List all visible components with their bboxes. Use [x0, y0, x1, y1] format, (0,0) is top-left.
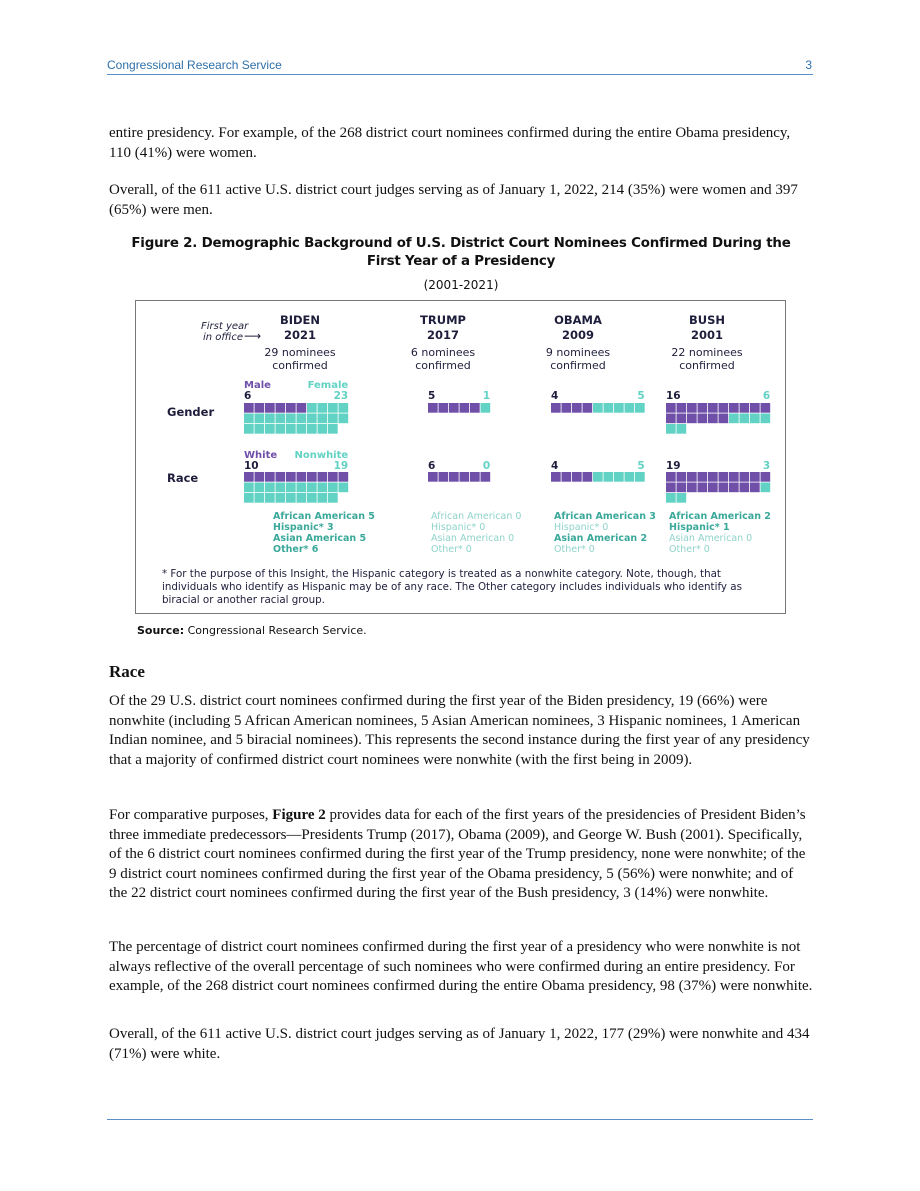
biden-gender-square [297, 414, 307, 424]
biden-race-square [297, 472, 307, 482]
biden-gender-square [318, 414, 328, 424]
paragraph-race-percentage: The percentage of district court nominees confirmed during the first year of a presidency who were nonwhite is not always reflective of the overall percentage of such nominees who were confirmed during an entire presidency. For example, of the 268 district court nominees confirmed during the entire Obama presidency, 98 (37%) were nonwhite. [109, 939, 813, 994]
obama-race-square [583, 472, 593, 482]
first-year-label-2: in office [203, 332, 244, 343]
biden-gender-square [307, 424, 317, 434]
bush-race-square [729, 483, 739, 493]
biden-gender-square [255, 414, 265, 424]
obama-race-square [625, 472, 635, 482]
biden-nonwhite-count: 19 [333, 460, 349, 472]
paragraph-women-obama: entire presidency. For example, of the 268 district court nominees confirmed during the entire Obama presidency, 110 (41%) were women. [109, 125, 791, 161]
bush-gender-square [677, 414, 687, 424]
paragraph-race-comparison [109, 806, 815, 904]
biden-race-square [255, 483, 265, 493]
obama-name: OBAMA [554, 313, 602, 327]
biden-race-square [307, 493, 317, 503]
bush-gender-square [729, 414, 739, 424]
bush-race-square [666, 493, 676, 503]
paragraph-women-overall: Overall, of the 611 active U.S. district court judges serving as of January 1, 2022, 214 (35%) were women and 397 (65%) were men. [109, 182, 798, 218]
biden-race-square [297, 483, 307, 493]
biden-race-square [244, 483, 254, 493]
biden-gender-square [276, 403, 286, 413]
row-label-race: Race [167, 471, 199, 485]
race-p2-start: For comparative purposes, [109, 807, 273, 823]
figure-box [135, 300, 786, 614]
trump-name: TRUMP [420, 313, 466, 327]
obama-gender-square [562, 403, 572, 413]
bush-race-square [666, 472, 676, 482]
bush-race-square [761, 472, 771, 482]
trump-gender-square [470, 403, 480, 413]
biden-race-square [265, 472, 275, 482]
bush-year: 2001 [690, 328, 724, 342]
bush-breakdown-item: Other* 0 [669, 544, 710, 555]
obama-count: 9 nominees [545, 346, 611, 359]
biden-race-square [286, 472, 296, 482]
bush-race-square [719, 472, 729, 482]
biden-race-square [307, 483, 317, 493]
trump-breakdown-item: Asian American 0 [431, 533, 515, 544]
obama-gender-square [551, 403, 561, 413]
biden-gender-square [328, 424, 338, 434]
trump-breakdown-item: Hispanic* 0 [431, 522, 486, 533]
biden-gender-square [265, 403, 275, 413]
trump-gender-square [439, 403, 449, 413]
bush-gender-square [729, 403, 739, 413]
biden-gender-square [255, 424, 265, 434]
biden-gender-square [244, 414, 254, 424]
legend-nonwhite: Nonwhite [294, 450, 349, 461]
trump-gender-square [449, 403, 459, 413]
biden-gender-square [255, 403, 265, 413]
bush-breakdown-item: African American 2 [669, 511, 771, 522]
legend-white: White [244, 450, 278, 461]
obama-race-square [551, 472, 561, 482]
biden-race-square [244, 493, 254, 503]
figure-subtitle: (2001-2021) [423, 278, 499, 292]
bush-gender-square [677, 424, 687, 434]
bush-gender-square [761, 403, 771, 413]
bush-race-square [677, 493, 687, 503]
bush-race-square [698, 483, 708, 493]
source-label: Source: [137, 624, 185, 637]
biden-gender-square [265, 414, 275, 424]
obama-breakdown-item: African American 3 [554, 511, 656, 522]
bush-gender-square [666, 403, 676, 413]
obama-year: 2009 [561, 328, 595, 342]
trump-gender-square [481, 403, 491, 413]
obama-gender-square [625, 403, 635, 413]
footnote-line-2: individuals who identify as Hispanic may be of any race. The Other category includes individuals who identify as [162, 581, 742, 593]
biden-race-square [339, 483, 349, 493]
biden-race-square [328, 483, 338, 493]
biden-white-count: 10 [244, 460, 259, 472]
biden-female-count: 23 [333, 390, 349, 402]
trump-nonwhite-count: 0 [482, 460, 491, 472]
trump-race-square [460, 472, 470, 482]
figure-title-line1: Figure 2. Demographic Background of U.S. District Court Nominees Confirmed During the [131, 236, 791, 251]
obama-breakdown-item: Asian American 2 [554, 533, 648, 544]
biden-gender-square [307, 414, 317, 424]
bush-race-square [740, 472, 750, 482]
biden-breakdown-item: African American 5 [273, 511, 375, 522]
bush-race-square [740, 483, 750, 493]
race-p2-rest: provides data for each of the first years of the presidencies of President Biden’s three immediate predecessors—Presidents Trump (2017), Obama (2009), and George W. Bush (2001). Specifically, of the 6 district court nominees confirmed during the first year of the Trump presidency, none were nonwhite; of the 9 district court nominees confirmed during the first year of the Obama presidency, 5 (56%) were nonwhite; and of the 22 district court nominees confirmed during the first year of the Bush presidency, 3 (14%) were nonwhite. [109, 807, 806, 901]
bush-white-count: 19 [666, 460, 681, 472]
obama-race-square [604, 472, 614, 482]
bush-gender-square [719, 403, 729, 413]
biden-race-square [286, 493, 296, 503]
bush-race-square [677, 483, 687, 493]
bush-gender-square [666, 424, 676, 434]
legend-female: Female [307, 380, 349, 391]
biden-male-count: 6 [244, 390, 252, 402]
bush-gender-square [750, 403, 760, 413]
biden-gender-square [244, 403, 254, 413]
bush-race-square [719, 483, 729, 493]
bush-gender-square [750, 414, 760, 424]
biden-gender-square [276, 424, 286, 434]
biden-count: 29 nominees [264, 346, 336, 359]
biden-race-square [339, 472, 349, 482]
obama-nonwhite-count: 5 [637, 460, 645, 472]
bush-race-square [729, 472, 739, 482]
bush-gender-square [761, 414, 771, 424]
obama-gender-square [593, 403, 603, 413]
obama-white-count: 4 [551, 460, 559, 472]
bush-male-count: 16 [666, 390, 681, 402]
obama-gender-square [635, 403, 645, 413]
obama-race-square [614, 472, 624, 482]
obama-gender-square [572, 403, 582, 413]
biden-gender-square [297, 424, 307, 434]
biden-year: 2021 [283, 328, 317, 342]
biden-gender-square [339, 403, 349, 413]
source-text: Congressional Research Service. [184, 624, 367, 637]
bush-gender-square [687, 414, 697, 424]
biden-race-square [297, 493, 307, 503]
trump-male-count: 5 [428, 390, 436, 402]
biden-gender-square [318, 403, 328, 413]
trump-race-square [439, 472, 449, 482]
figure-source [137, 624, 367, 637]
biden-gender-square [297, 403, 307, 413]
footnote-line-1: * For the purpose of this Insight, the Hispanic category is treated as a nonwhite category. Note, though, that [162, 568, 721, 580]
biden-name: BIDEN [279, 313, 321, 327]
obama-race-square [572, 472, 582, 482]
bush-gender-square [740, 414, 750, 424]
biden-gender-square [307, 403, 317, 413]
header-page-number: 3 [805, 58, 812, 72]
bush-race-square [750, 472, 760, 482]
bush-gender-square [666, 414, 676, 424]
biden-gender-square [286, 414, 296, 424]
bush-gender-square [740, 403, 750, 413]
bush-gender-square [698, 414, 708, 424]
trump-confirmed: confirmed [415, 359, 471, 372]
demographic-chart [136, 301, 785, 613]
figure-title [108, 235, 814, 271]
biden-breakdown-item: Other* 6 [273, 544, 319, 555]
legend-male: Male [244, 380, 271, 391]
bush-race-square [687, 483, 697, 493]
biden-race-square [286, 483, 296, 493]
trump-white-count: 6 [428, 460, 436, 472]
bush-confirmed: confirmed [679, 359, 735, 372]
biden-race-square [265, 493, 275, 503]
trump-race-square [428, 472, 438, 482]
bush-gender-square [708, 414, 718, 424]
figure-title-line2: First Year of a Presidency [366, 254, 556, 269]
trump-gender-square [428, 403, 438, 413]
obama-gender-square [604, 403, 614, 413]
row-label-gender: Gender [167, 405, 215, 419]
biden-race-square [328, 493, 338, 503]
header-rule [107, 74, 813, 75]
biden-race-square [276, 493, 286, 503]
biden-confirmed: confirmed [272, 359, 328, 372]
bush-race-square [698, 472, 708, 482]
first-year-label-1: First year [201, 321, 249, 332]
figure-2-reference: Figure 2 [272, 807, 326, 823]
trump-year: 2017 [426, 328, 460, 342]
trump-race-square [481, 472, 491, 482]
bush-gender-square [677, 403, 687, 413]
footer-rule [107, 1119, 813, 1120]
bush-breakdown-item: Hispanic* 1 [669, 522, 730, 533]
bush-gender-square [719, 414, 729, 424]
obama-race-square [562, 472, 572, 482]
obama-race-square [593, 472, 603, 482]
obama-breakdown-item: Hispanic* 0 [554, 522, 609, 533]
bush-nonwhite-count: 3 [762, 460, 771, 472]
trump-breakdown-item: African American 0 [431, 511, 522, 522]
biden-race-square [328, 472, 338, 482]
section-heading-race: Race [109, 662, 145, 681]
biden-gender-square [286, 424, 296, 434]
obama-male-count: 4 [551, 390, 559, 402]
bush-gender-square [708, 403, 718, 413]
biden-race-square [307, 472, 317, 482]
biden-race-square [244, 472, 254, 482]
bush-race-square [708, 472, 718, 482]
biden-race-square [265, 483, 275, 493]
trump-race-square [449, 472, 459, 482]
obama-gender-square [614, 403, 624, 413]
footnote-line-3: biracial or another racial group. [162, 594, 325, 606]
trump-female-count: 1 [482, 390, 491, 402]
arrow-icon: ⟶ [244, 329, 262, 343]
trump-count: 6 nominees [410, 346, 476, 359]
trump-breakdown-item: Other* 0 [431, 544, 472, 555]
biden-race-square [255, 493, 265, 503]
biden-breakdown-item: Asian American 5 [273, 533, 367, 544]
biden-gender-square [328, 414, 338, 424]
trump-race-square [470, 472, 480, 482]
bush-breakdown-item: Asian American 0 [669, 533, 753, 544]
biden-gender-square [328, 403, 338, 413]
paragraph-race-biden: Of the 29 U.S. district court nominees confirmed during the first year of the Biden presidency, 19 (66%) were nonwhite (including 5 African American nominees, 5 Asian American nominees, 3 Hispanic nominees, 1 American Indian nominee, and 5 biracial nominees). This represents the second instance during the first year of any presidency that a majority of confirmed district court nominees were nonwhite (with the first being in 2009). [109, 693, 810, 768]
obama-gender-square [583, 403, 593, 413]
biden-gender-square [339, 414, 349, 424]
biden-gender-square [276, 414, 286, 424]
obama-confirmed: confirmed [550, 359, 606, 372]
biden-race-square [276, 472, 286, 482]
biden-race-square [318, 472, 328, 482]
bush-race-square [761, 483, 771, 493]
biden-race-square [318, 493, 328, 503]
header-org: Congressional Research Service [107, 58, 282, 72]
obama-race-square [635, 472, 645, 482]
bush-name: BUSH [688, 313, 726, 327]
bush-female-count: 6 [762, 390, 771, 402]
paragraph-race-overall: Overall, of the 611 active U.S. district court judges serving as of January 1, 2022, 177 (29%) were nonwhite and 434 (71%) were white. [109, 1026, 810, 1062]
trump-gender-square [460, 403, 470, 413]
biden-gender-square [286, 403, 296, 413]
obama-female-count: 5 [637, 390, 645, 402]
biden-race-square [255, 472, 265, 482]
bush-gender-square [698, 403, 708, 413]
obama-breakdown-item: Other* 0 [554, 544, 595, 555]
biden-breakdown-item: Hispanic* 3 [273, 522, 334, 533]
bush-race-square [708, 483, 718, 493]
bush-gender-square [687, 403, 697, 413]
biden-gender-square [318, 424, 328, 434]
bush-race-square [687, 472, 697, 482]
biden-race-square [276, 483, 286, 493]
biden-gender-square [244, 424, 254, 434]
bush-count: 22 nominees [671, 346, 743, 359]
biden-gender-square [265, 424, 275, 434]
bush-race-square [677, 472, 687, 482]
bush-race-square [666, 483, 676, 493]
biden-race-square [318, 483, 328, 493]
bush-race-square [750, 483, 760, 493]
